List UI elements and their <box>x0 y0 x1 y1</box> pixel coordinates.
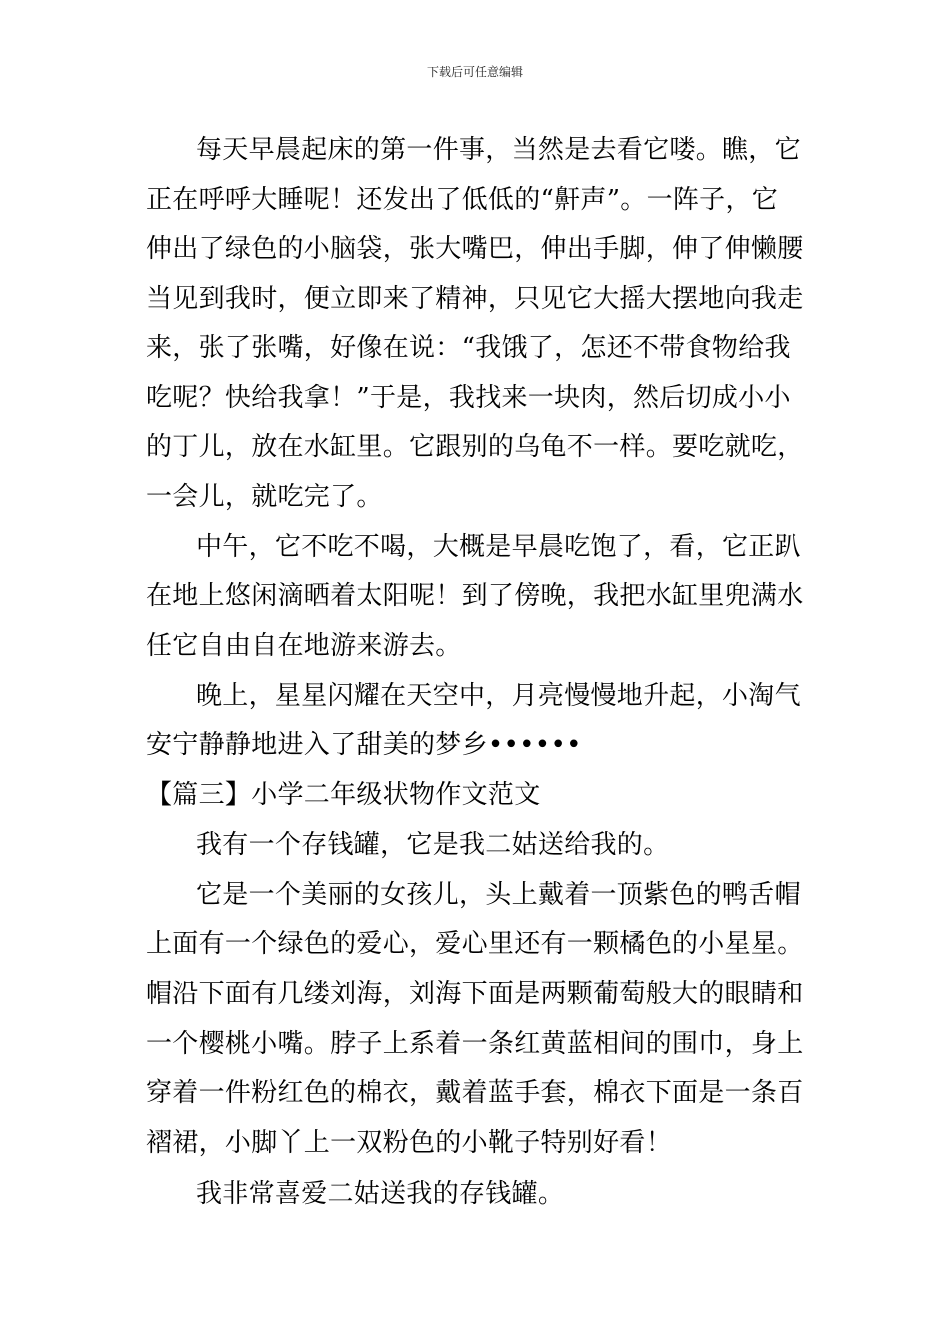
paragraph-line: 安宁静静地进入了甜美的梦乡•••••• <box>146 730 582 760</box>
paragraph-line: 我非常喜爱二姑送我的存钱罐。 <box>196 1179 565 1209</box>
paragraph-line: 的丁儿，放在水缸里。它跟别的乌龟不一样。要吃就吃， <box>146 432 804 462</box>
section-heading: 【篇三】小学二年级状物作文范文 <box>146 780 541 810</box>
paragraph-line: 一会儿，就吃完了。 <box>146 482 383 512</box>
paragraph-line: 一个樱桃小嘴。脖子上系着一条红黄蓝相间的围巾，身上 <box>146 1029 804 1059</box>
paragraph-line: 上面有一个绿色的爱心，爱心里还有一颗橘色的小星星。 <box>146 929 804 959</box>
paragraph-line: 每天早晨起床的第一件事，当然是去看它喽。瞧，它 <box>196 135 801 165</box>
paragraph-line: 帽沿下面有几缕刘海，刘海下面是两颗葡萄般大的眼睛和 <box>146 979 804 1009</box>
paragraph-line: 在地上悠闲滴晒着太阳呢！到了傍晚，我把水缸里兜满水 <box>146 581 804 611</box>
paragraph-line: 我有一个存钱罐，它是我二姑送给我的。 <box>196 830 670 860</box>
paragraph-line: 吃呢？快给我拿！”于是，我找来一块肉，然后切成小小 <box>146 383 791 413</box>
page-header: 下载后可任意编辑 <box>426 65 523 79</box>
paragraph-line: 中午，它不吃不喝，大概是早晨吃饱了，看，它正趴 <box>196 532 801 562</box>
paragraph-line: 伸出了绿色的小脑袋，张大嘴巴，伸出手脚，伸了伸懒腰 <box>146 234 804 264</box>
paragraph-line: 来，张了张嘴，好像在说：“我饿了，怎还不带食物给我 <box>146 333 791 363</box>
paragraph-line: 褶裙，小脚丫上一双粉色的小靴子特别好看！ <box>146 1128 673 1158</box>
paragraph-line: 任它自由自在地游来游去。 <box>146 631 462 661</box>
paragraph-line: 它是一个美丽的女孩儿，头上戴着一顶紫色的鸭舌帽 <box>196 880 801 910</box>
paragraph-line: 晚上，星星闪耀在天空中，月亮慢慢地升起，小淘气 <box>196 681 801 711</box>
paragraph-line: 正在呼呼大睡呢！还发出了低低的“鼾声”。一阵子，它 <box>146 185 779 215</box>
paragraph-line: 穿着一件粉红色的棉衣，戴着蓝手套，棉衣下面是一条百 <box>146 1078 804 1108</box>
paragraph-line: 当见到我时，便立即来了精神，只见它大摇大摆地向我走 <box>146 284 804 314</box>
